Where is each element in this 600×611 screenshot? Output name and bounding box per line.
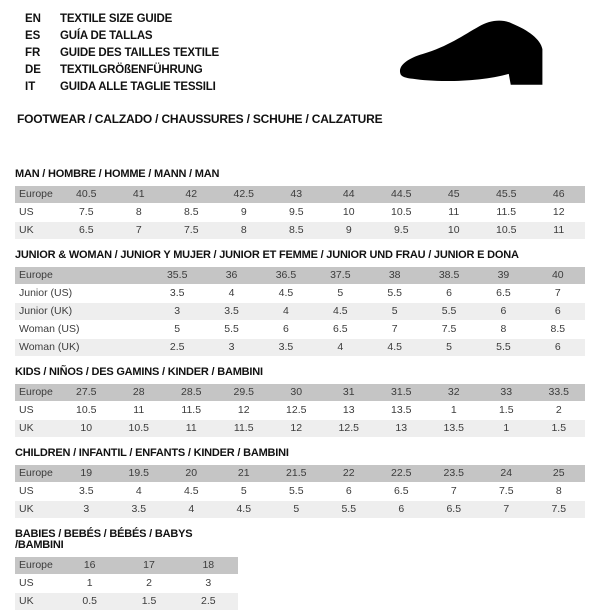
- size-cell: 45: [447, 188, 460, 200]
- size-cell: 10: [447, 224, 460, 236]
- table-row: [15, 501, 585, 519]
- size-cell: 46: [552, 188, 565, 200]
- size-cell: 6.5: [446, 503, 462, 515]
- size-cell: 1: [86, 577, 93, 589]
- table-row: [15, 593, 238, 611]
- table-title: MAN / HOMBRE / HOMME / MANN / MAN: [15, 168, 220, 180]
- size-cell: 3.5: [78, 485, 94, 497]
- size-cell: 6.5: [78, 224, 94, 236]
- table-row: [15, 402, 585, 420]
- size-cell: 6: [345, 485, 352, 497]
- row-label: Europe: [19, 188, 53, 200]
- size-cell: 13: [342, 404, 355, 416]
- size-cell: 6.5: [333, 323, 348, 335]
- row-label: Woman (US): [19, 323, 80, 335]
- row-label: UK: [19, 595, 34, 607]
- size-cell: 7: [391, 323, 398, 335]
- table-title: BABIES / BEBÉS / BÉBÉS / BABYS /BAMBINI: [15, 528, 193, 551]
- size-cell: 29.5: [233, 386, 254, 398]
- size-cell: 11: [185, 422, 197, 434]
- row-label: UK: [19, 422, 34, 434]
- size-cell: 8: [555, 485, 562, 497]
- table-title: KIDS / NIÑOS / DES GAMINS / KINDER / BAMBINI: [15, 366, 263, 378]
- size-cell: 4: [337, 341, 344, 353]
- table-row: [15, 267, 585, 285]
- size-cell: 13: [395, 422, 408, 434]
- size-cell: 5.5: [441, 305, 457, 317]
- table-row: [15, 285, 585, 303]
- size-cell: 24: [500, 467, 513, 479]
- size-cell: 27.5: [76, 386, 97, 398]
- size-cell: 7: [450, 485, 457, 497]
- size-cell: 5: [337, 287, 344, 299]
- size-table-man: [15, 169, 585, 240]
- size-cell: 42.5: [233, 188, 254, 200]
- size-cell: 12.5: [338, 422, 359, 434]
- size-cell: 3.5: [131, 503, 147, 515]
- size-cell: 6.5: [393, 485, 409, 497]
- size-cell: 18: [202, 559, 215, 571]
- table-row: [15, 465, 585, 483]
- row-label: Europe: [19, 467, 53, 479]
- size-cell: 5: [391, 305, 398, 317]
- language-label: GUÍA DE TALLAS: [60, 30, 153, 42]
- size-cell: 8.5: [288, 224, 304, 236]
- size-cell: 7.5: [183, 224, 199, 236]
- size-cell: 6: [554, 341, 561, 353]
- size-cell: 5: [240, 485, 247, 497]
- size-cell: 5.5: [288, 485, 304, 497]
- table-title: CHILDREN / INFANTIL / ENFANTS / KINDER / BAMBINI: [15, 447, 289, 459]
- size-cell: 11: [553, 224, 565, 236]
- size-cell: 2: [146, 577, 152, 589]
- size-cell: 11.5: [233, 422, 254, 434]
- language-label: TEXTILGRÖßENFÜHRUNG: [60, 64, 203, 76]
- size-table-kids: [15, 367, 585, 438]
- table-row: [15, 303, 585, 321]
- size-cell: 45.5: [496, 188, 517, 200]
- size-cell: 36: [225, 269, 238, 281]
- table-row: [15, 420, 585, 438]
- size-cell: 30: [290, 386, 303, 398]
- size-cell: 23.5: [443, 467, 464, 479]
- row-label: US: [19, 485, 34, 497]
- size-cell: 5: [174, 323, 181, 335]
- size-table-junior: [15, 250, 585, 357]
- size-cell: 1.5: [498, 404, 514, 416]
- table-row: [15, 557, 238, 575]
- size-cell: 13.5: [391, 404, 412, 416]
- row-label: US: [19, 206, 34, 218]
- row-label: US: [19, 577, 34, 589]
- size-cell: 6: [500, 305, 507, 317]
- row-label: UK: [19, 224, 34, 236]
- size-cell: 1.5: [141, 595, 157, 607]
- size-cell: 9: [240, 206, 247, 218]
- size-cell: 13.5: [443, 422, 464, 434]
- size-cell: 3: [228, 341, 235, 353]
- table-title: JUNIOR & WOMAN / JUNIOR Y MUJER / JUNIOR ET FEMME / JUNIOR UND FRAU / JUNIOR E DONA: [15, 249, 519, 261]
- size-cell: 8: [240, 224, 247, 236]
- size-cell: 3.5: [224, 305, 239, 317]
- table-row: [15, 384, 585, 402]
- size-cell: 6: [446, 287, 452, 299]
- size-cell: 9.5: [393, 224, 409, 236]
- size-cell: 31.5: [391, 386, 412, 398]
- size-cell: 20: [185, 467, 198, 479]
- size-cell: 6: [398, 503, 405, 515]
- size-cell: 2.5: [169, 341, 185, 353]
- size-cell: 4.5: [387, 341, 402, 353]
- table-row: [15, 186, 585, 204]
- size-cell: 37.5: [330, 269, 351, 281]
- size-cell: 4: [188, 503, 195, 515]
- size-cell: 8: [135, 206, 142, 218]
- size-cell: 3: [83, 503, 90, 515]
- language-label: TEXTILE SIZE GUIDE: [60, 13, 173, 25]
- size-cell: 10: [342, 206, 355, 218]
- language-label: GUIDA ALLE TAGLIE TESSILI: [60, 81, 216, 93]
- size-cell: 8.5: [550, 323, 566, 335]
- size-cell: 9: [345, 224, 352, 236]
- language-code: DE: [25, 64, 41, 76]
- size-cell: 10.5: [128, 422, 149, 434]
- size-cell: 12.5: [286, 404, 307, 416]
- size-cell: 43: [290, 188, 303, 200]
- table-row: [15, 222, 585, 240]
- size-cell: 5.5: [341, 503, 357, 515]
- size-cell: 25: [552, 467, 565, 479]
- size-cell: 38.5: [438, 269, 460, 281]
- size-cell: 28.5: [181, 386, 202, 398]
- size-cell: 0.5: [82, 595, 97, 607]
- size-cell: 1: [503, 422, 510, 434]
- row-label: Junior (UK): [19, 305, 73, 317]
- size-cell: 40: [551, 269, 564, 281]
- row-label: Woman (UK): [19, 341, 80, 353]
- size-cell: 7.5: [498, 485, 514, 497]
- language-code: EN: [25, 13, 41, 25]
- size-cell: 7.5: [551, 503, 567, 515]
- size-cell: 33.5: [548, 386, 569, 398]
- table-row: [15, 483, 585, 501]
- row-label: UK: [19, 503, 34, 515]
- size-cell: 5.5: [496, 341, 511, 353]
- size-cell: 12: [290, 422, 303, 434]
- size-cell: 21: [237, 467, 250, 479]
- size-cell: 17: [143, 559, 155, 571]
- size-cell: 10.5: [76, 404, 97, 416]
- table-row: [15, 204, 585, 222]
- size-cell: 44: [342, 188, 355, 200]
- size-cell: 16: [83, 559, 96, 571]
- size-cell: 38: [388, 269, 401, 281]
- size-cell: 4.5: [183, 485, 199, 497]
- size-cell: 11.5: [181, 404, 202, 416]
- size-cell: 19: [80, 467, 93, 479]
- size-cell: 8.5: [183, 206, 199, 218]
- size-cell: 44.5: [391, 188, 412, 200]
- size-cell: 4: [228, 287, 235, 299]
- size-cell: 6.5: [496, 287, 511, 299]
- size-cell: 5.5: [224, 323, 239, 335]
- size-cell: 22: [342, 467, 355, 479]
- size-cell: 3.5: [169, 287, 185, 299]
- size-cell: 3: [174, 305, 181, 317]
- size-table-children: [15, 448, 585, 519]
- language-code: IT: [25, 81, 36, 93]
- size-cell: 9.5: [288, 206, 304, 218]
- size-cell: 5: [446, 341, 452, 353]
- table-row: [15, 321, 585, 339]
- size-cell: 35.5: [166, 269, 188, 281]
- size-cell: 32: [447, 386, 460, 398]
- row-label: Europe: [19, 559, 53, 571]
- row-label: Europe: [19, 269, 53, 281]
- size-cell: 36.5: [275, 269, 297, 281]
- language-code: FR: [25, 47, 41, 59]
- size-cell: 41: [132, 188, 145, 200]
- size-cell: 12: [552, 206, 565, 218]
- size-cell: 19.5: [128, 467, 149, 479]
- language-label: GUIDE DES TAILLES TEXTILE: [60, 47, 219, 59]
- shoe-icon: [392, 16, 580, 102]
- size-cell: 42: [185, 188, 198, 200]
- size-cell: 5: [293, 503, 300, 515]
- size-cell: 40.5: [76, 188, 97, 200]
- size-cell: 4.5: [278, 287, 294, 299]
- size-cell: 4.5: [236, 503, 252, 515]
- size-cell: 3: [205, 577, 212, 589]
- size-table-babies: [15, 529, 238, 611]
- size-cell: 11: [133, 404, 145, 416]
- size-cell: 7.5: [78, 206, 94, 218]
- size-cell: 1.5: [551, 422, 567, 434]
- size-cell: 10.5: [496, 224, 517, 236]
- size-cell: 2: [555, 404, 562, 416]
- size-cell: 12: [237, 404, 250, 416]
- size-cell: 22.5: [391, 467, 412, 479]
- size-cell: 7.5: [441, 323, 457, 335]
- size-cell: 31: [342, 386, 355, 398]
- size-cell: 21.5: [286, 467, 307, 479]
- row-label: US: [19, 404, 34, 416]
- table-row: [15, 575, 238, 593]
- size-cell: 7: [554, 287, 561, 299]
- size-cell: 11: [448, 206, 460, 218]
- size-cell: 8: [500, 323, 507, 335]
- row-label: Europe: [19, 386, 53, 398]
- size-cell: 6: [554, 305, 561, 317]
- size-cell: 10.5: [391, 206, 412, 218]
- language-code: ES: [25, 30, 41, 42]
- size-cell: 10: [80, 422, 93, 434]
- size-cell: 7: [503, 503, 510, 515]
- table-row: [15, 339, 585, 357]
- size-cell: 4: [283, 305, 289, 317]
- size-cell: 4: [135, 485, 142, 497]
- size-cell: 11.5: [496, 206, 517, 218]
- size-cell: 4.5: [333, 305, 348, 317]
- size-cell: 28: [132, 386, 145, 398]
- size-cell: 3.5: [278, 341, 294, 353]
- category-title: FOOTWEAR / CALZADO / CHAUSSURES / SCHUHE / CALZATURE: [17, 112, 383, 126]
- size-cell: 7: [135, 224, 142, 236]
- size-cell: 5.5: [387, 287, 402, 299]
- size-cell: 1: [450, 404, 457, 416]
- size-cell: 2.5: [201, 595, 216, 607]
- size-cell: 33: [500, 386, 513, 398]
- size-cell: 6: [283, 323, 289, 335]
- row-label: Junior (US): [19, 287, 73, 299]
- size-cell: 39: [497, 269, 510, 281]
- size-tables: [15, 169, 585, 611]
